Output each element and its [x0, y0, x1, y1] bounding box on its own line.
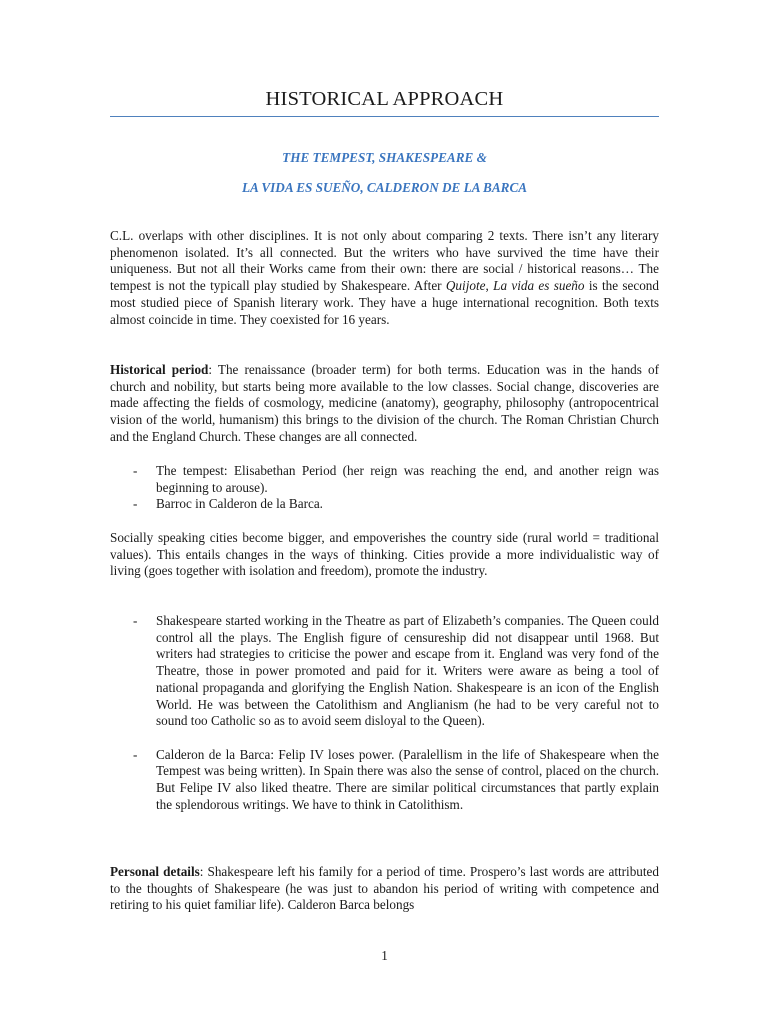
social-paragraph: Socially speaking cities become bigger, and empoverishes the country side (rural world = traditional values). This entails changes in the ways of thinking. Cities provide a more individualistic way of living (goes together with isolation and freedom), promote the industry. — [110, 530, 659, 579]
subtitle-line-1: THE TEMPEST, SHAKESPEARE & — [282, 150, 487, 165]
list-dash: - — [133, 463, 138, 478]
intro-paragraph — [110, 228, 659, 328]
list-item-text: The tempest: Elisabethan Period (her reign was reaching the end, and another reign was beginning to arouse). — [156, 463, 659, 495]
vida-es-sueno-title: La vida es sueño — [493, 278, 585, 294]
personal-details-label: Personal details — [110, 864, 200, 879]
personal-details-paragraph — [110, 864, 659, 914]
list-item — [110, 463, 659, 496]
title-underline — [110, 116, 659, 117]
list-item-text: Shakespeare started working in the Theatre as part of Elizabeth’s companies. The Queen could control all the plays. The English figure of censureship did not disappear until 1968. But writers had strategies to criticise the power and escape from it. England was very fond of the Theatre, those in power promoted and paid for it. Writers were aware as being a tool of national propaganda and glorifying the English Nation. Shakespeare is an icon of the English World. He was between the Catolithism and Anglianism (he had to be very careful not to sound too Catholic so as to avoid seem disloyal to the Queen). — [156, 613, 659, 729]
list-item — [110, 613, 659, 730]
historical-period-text: : The renaissance (broader term) for both terms. Education was in the hands of church and nobility, but starts being more available to the low classes. Social change, discoveries are made affecting the fields of cosmology, medicine (anatomy), geography, philosophy (antropocentrical vision of the world, humanism) this brings to the division of the church. The Roman Christian Church and the England Church. These changes are all connected. — [110, 362, 659, 444]
list-dash: - — [133, 613, 138, 628]
list-dash: - — [133, 496, 138, 512]
quijote-title: Quijote — [445, 278, 486, 294]
personal-details-text: : Shakespeare left his family for a period of time. Prospero’s last words are attributed to the thoughts of Shakespeare (he was just to abandon his period of writing with competence and retiring to his quiet familiar life). Calderon Barca belongs — [110, 864, 659, 913]
document-title: HISTORICAL APPROACH — [265, 88, 504, 110]
list-item-text: Barroc in Calderon de la Barca. — [156, 496, 323, 512]
page-number: 1 — [381, 948, 388, 963]
historical-period-label: Historical period — [110, 362, 209, 377]
list-dash: - — [133, 746, 138, 762]
intro-comma: , — [485, 278, 494, 294]
list-item-text: Calderon de la Barca: Felip IV loses power. (Paralellism in the life of Shakespeare when the Tempest was being written). In Spain there was also the sense of control, placed on the church. But Felipe IV also liked theatre. There are similar political circumstances that partly explain the splendorous writings. We have to think in Catolithism. — [156, 746, 659, 812]
historical-period-list — [110, 463, 659, 513]
intro-text-part1: C.L. overlaps with other disciplines. It is not only about comparing 2 texts. There isn’t any literary phenomenon isolated. It’s all connected. But the writers who have survived the time have their uniqueness. But not all their Works came from their own: there are social / historical reasons… The tempest is not the typicall play studied by Shakespeare. After — [110, 228, 659, 294]
list-item — [110, 747, 659, 814]
historical-period-paragraph — [110, 362, 659, 446]
intro-text-part2: is the second most studied piece of Spanish literary work. They have a huge international recognition. Both texts almost coincide in time. They coexisted for 16 years. — [110, 278, 659, 327]
authors-list — [110, 613, 659, 813]
list-item — [110, 496, 659, 513]
subtitle-line-2: LA VIDA ES SUEÑO, CALDERON DE LA BARCA — [241, 180, 528, 195]
